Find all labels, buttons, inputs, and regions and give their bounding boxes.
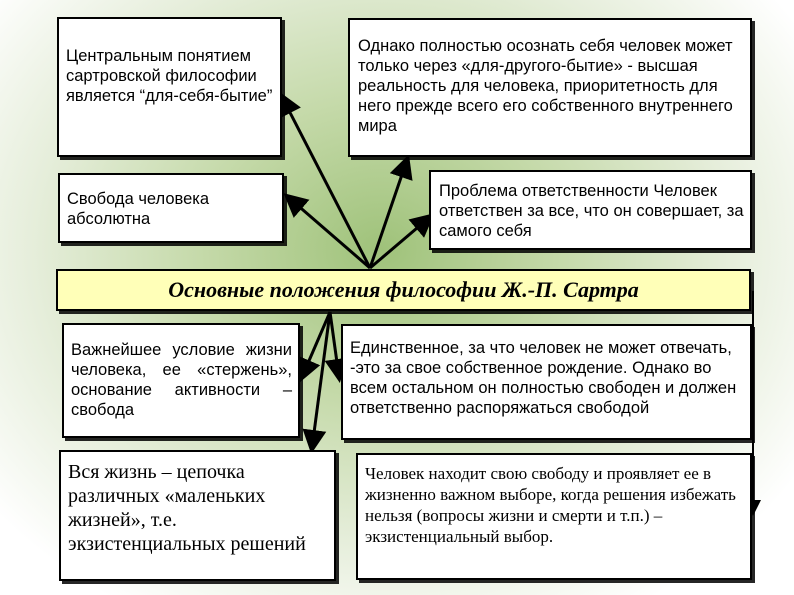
other-being-text: Однако полностью осознать себя человек может только через «для-другого-бытие» - высшая реальность для человека, приоритетность для него прежде всего его собственного внутреннего мира [358, 37, 733, 135]
title-box [56, 269, 751, 311]
central-concept-box [57, 17, 282, 157]
responsibility-box [429, 170, 752, 250]
title: Основные положения философии Ж.-П. Сартра [168, 277, 639, 302]
core-condition-text: Важнейшее условие жизни человека, ее «стержень», основание активности – свобода [71, 341, 292, 419]
other-being-box [348, 18, 752, 157]
arrow-to-birth [330, 312, 339, 377]
existential-choice-box [356, 453, 752, 580]
freedom-absolute-text: Свобода человека абсолютна [67, 190, 210, 228]
core-condition-box [62, 323, 300, 438]
life-chain-text: Вся жизнь – цепочка различных «маленьких жизней», т.е. экзистенциальных решений [68, 461, 306, 555]
existential-choice-text: Человек находит свою свободу и проявляет ее в жизненно важном выборе, когда решения избежать нельзя (вопросы жизни и смерти и т.п.) – экзистенциальный выбор. [365, 464, 736, 546]
birth-box [341, 324, 752, 440]
life-chain-box [59, 450, 336, 581]
central-concept-text: Центральным понятием сартровской философии является “для-себя-бытие” [66, 47, 273, 105]
arrow-to-freedom-absolute [288, 197, 370, 268]
birth-text: Единственное, за что человек не может отвечать, -это за свое собственное рождение. Однако во всем остальном он полностью свободен и должен ответственно распоряжаться свободой [350, 339, 737, 417]
responsibility-text: Проблема ответственности Человек ответствен за все, что он совершает, за самого себя [439, 182, 744, 240]
freedom-absolute-box [58, 173, 284, 243]
